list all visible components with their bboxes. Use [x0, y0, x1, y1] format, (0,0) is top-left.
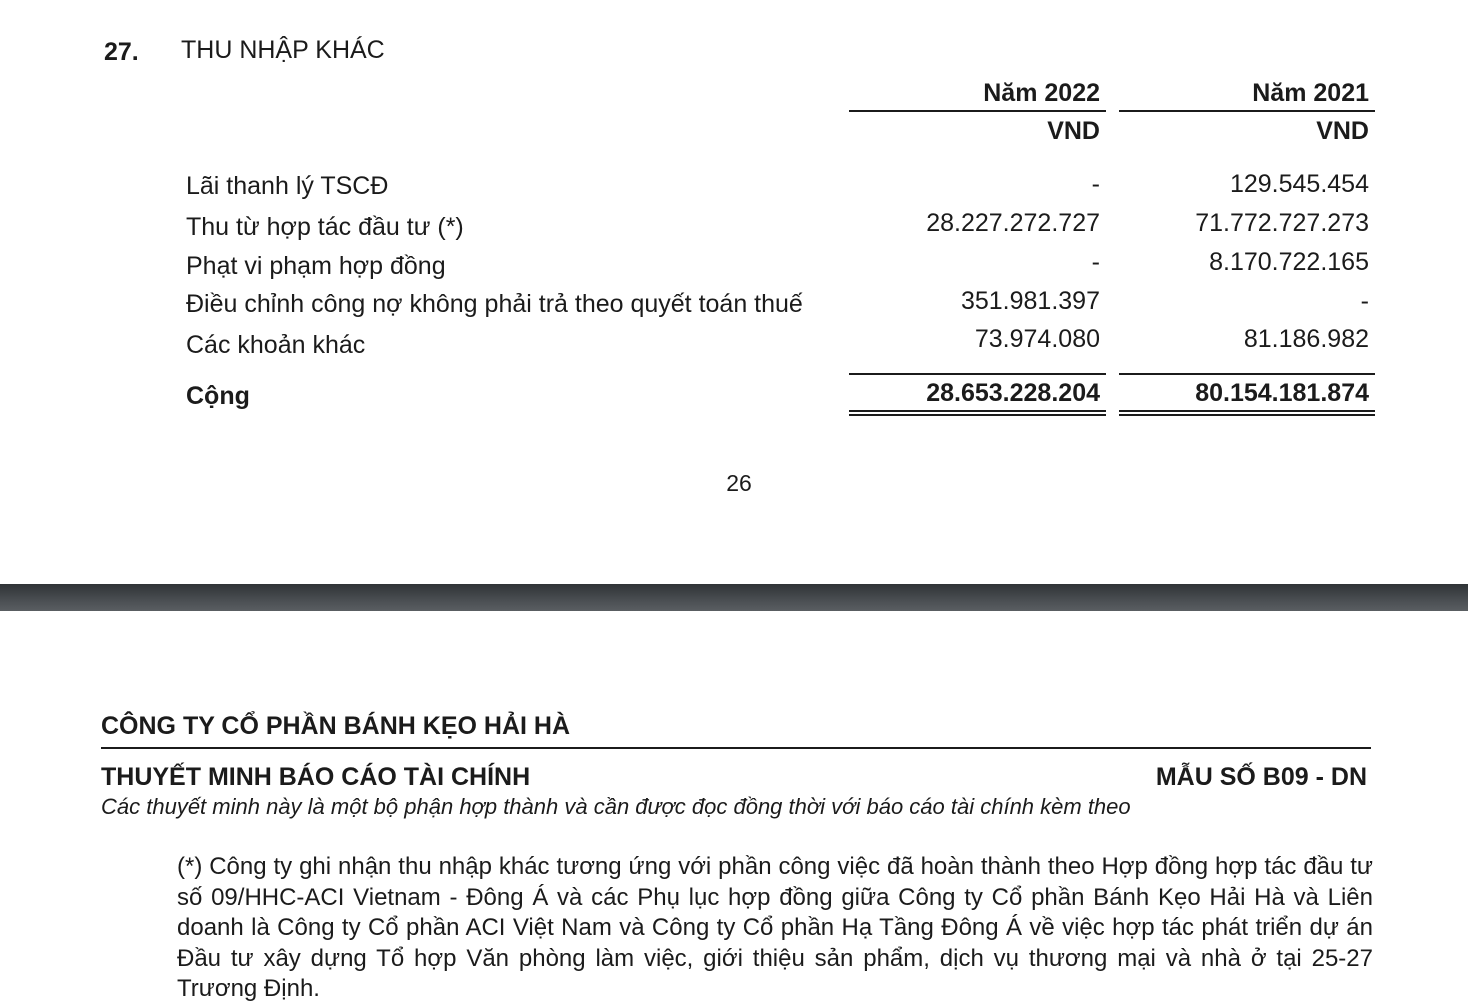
row-value-2022: - [1091, 170, 1100, 198]
row-value-2022: 351.981.397 [960, 287, 1100, 315]
section-number: 27. [104, 38, 139, 66]
row-label: Các khoản khác [186, 331, 366, 359]
row-label: Thu từ hợp tác đầu tư (*) [186, 213, 464, 241]
header-rule-2022 [849, 110, 1106, 112]
row-value-2021: 8.170.722.165 [1209, 248, 1369, 276]
page-number: 26 [726, 470, 752, 496]
row-value-2022: 28.227.272.727 [926, 209, 1100, 237]
row-value-2022: - [1091, 248, 1100, 276]
section-title: THU NHẬP KHÁC [181, 36, 385, 64]
total-double-rule-2021-b [1119, 414, 1375, 416]
total-label: Cộng [186, 382, 250, 410]
footnote-paragraph: (*) Công ty ghi nhận thu nhập khác tương ứng với phần công việc đã hoàn thành theo Hợp đồng hợp tác đầu tư số 09/HHC-ACI Vietnam - Đông Á và các Phụ lục hợp đồng giữa Công ty Cổ phần Bánh Kẹo Hải Hà và Liên doanh là Công ty Cổ phần ACI Việt Nam và Công ty Cổ phần Hạ Tầng Đông Á về việc hợp tác phát triển dự án Đầu tư xây dựng Tổ hợp Văn phòng làm việc, giới thiệu sản phẩm, dịch vụ thương mại và nhà ở tại 25-27 Trương Định. [177, 853, 1373, 1002]
total-value-2021: 80.154.181.874 [1195, 379, 1369, 407]
column-unit-2022: VND [1047, 117, 1100, 145]
total-double-rule-2022-a [849, 410, 1106, 412]
row-label: Lãi thanh lý TSCĐ [186, 172, 389, 200]
total-rule-top-2021 [1119, 373, 1375, 375]
row-label: Phạt vi phạm hợp đồng [186, 252, 446, 280]
total-double-rule-2021-a [1119, 410, 1375, 412]
row-label: Điều chỉnh công nợ không phải trả theo quyết toán thuế [186, 290, 803, 318]
row-value-2022: 73.974.080 [974, 325, 1100, 353]
header-rule-2021 [1119, 110, 1375, 112]
row-value-2021: 71.772.727.273 [1195, 209, 1369, 237]
column-header-2022: Năm 2022 [983, 79, 1100, 107]
row-value-2021: 81.186.982 [1243, 325, 1369, 353]
row-value-2021: 129.545.454 [1229, 170, 1369, 198]
total-double-rule-2022-b [849, 414, 1106, 416]
form-code: MẪU SỐ B09 - DN [1155, 763, 1367, 791]
report-note: Các thuyết minh này là một bộ phận hợp thành và cần được đọc đồng thời với báo cáo tài chính kèm theo [101, 794, 1131, 819]
document-page-bottom [0, 611, 1468, 1004]
report-title: THUYẾT MINH BÁO CÁO TÀI CHÍNH [101, 763, 531, 791]
column-header-2021: Năm 2021 [1252, 79, 1369, 107]
column-unit-2021: VND [1316, 117, 1369, 145]
total-value-2022: 28.653.228.204 [926, 379, 1100, 407]
total-rule-top-2022 [849, 373, 1106, 375]
header-rule [101, 747, 1371, 749]
row-value-2021: - [1360, 287, 1369, 315]
company-name: CÔNG TY CỔ PHẦN BÁNH KẸO HẢI HÀ [101, 712, 571, 740]
page-divider [0, 584, 1468, 611]
